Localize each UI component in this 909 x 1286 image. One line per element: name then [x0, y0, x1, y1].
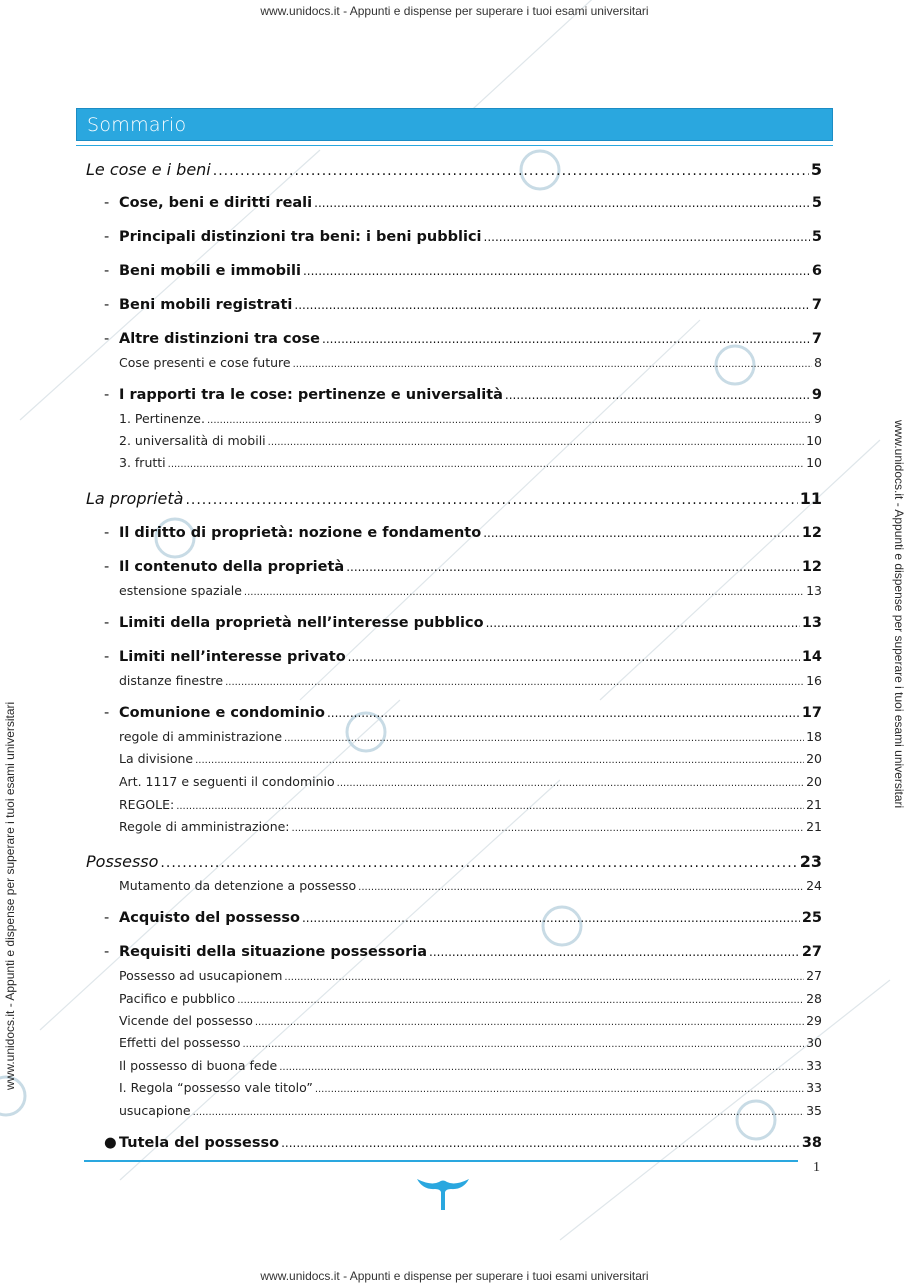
toc-entry-page: 27	[806, 968, 822, 983]
watermark-right: www.unidocs.it - Appunti e dispense per superare i tuoi esami universitari	[892, 420, 906, 809]
toc-leader-dots	[284, 733, 804, 744]
toc-entry[interactable]	[119, 455, 822, 470]
toc-entry-page: 5	[811, 195, 822, 211]
toc-leader-dots	[429, 945, 800, 959]
toc-entry-page: 27	[801, 944, 822, 960]
toc-entry-page: 13	[801, 615, 822, 631]
toc-entry[interactable]	[119, 1035, 822, 1050]
toc-entry[interactable]	[119, 1080, 822, 1095]
toc-entry[interactable]	[119, 433, 822, 448]
page-number: 1	[813, 1160, 820, 1175]
toc-entry-label: Il possesso di buona fede	[119, 1058, 278, 1073]
toc-entry-page: 28	[806, 991, 822, 1006]
toc-entry-page: 30	[806, 1035, 822, 1050]
toc-bullet: -	[104, 229, 110, 245]
toc-entry-label: Limiti della proprietà nell’interesse pubblico	[119, 615, 484, 631]
toc-entry-page: 20	[806, 751, 822, 766]
toc-entry-label: Principali distinzioni tra beni: i beni pubblici	[119, 229, 482, 245]
toc-leader-dots	[505, 388, 810, 402]
toc-entry-label: Pacifico e pubblico	[119, 991, 236, 1006]
toc-entry-label: estensione spaziale	[119, 583, 242, 598]
toc-entry[interactable]	[119, 1103, 822, 1118]
toc-entry-label: Il diritto di proprietà: nozione e fondamento	[119, 525, 482, 541]
toc-leader-dots	[358, 882, 804, 893]
toc-entry[interactable]	[104, 297, 822, 313]
toc-entry[interactable]	[119, 729, 822, 744]
toc-entry-page: 18	[806, 729, 822, 744]
toc-entry[interactable]	[119, 878, 822, 893]
toc-entry[interactable]	[104, 195, 822, 211]
toc-entry-label: Vicende del possesso	[119, 1013, 253, 1028]
toc-leader-dots	[193, 1107, 805, 1118]
page-title: Sommario	[87, 114, 187, 136]
toc-entry-page: 12	[801, 559, 822, 575]
toc-leader-dots	[346, 560, 800, 574]
toc-leader-dots	[176, 801, 804, 812]
watermark-bottom: www.unidocs.it - Appunti e dispense per superare i tuoi esami universitari	[260, 1269, 649, 1283]
toc-entry-label: La divisione	[119, 751, 194, 766]
toc-entry-page: 14	[801, 649, 822, 665]
toc-leader-dots	[322, 332, 810, 346]
toc-entry[interactable]	[104, 705, 822, 721]
toc-entry-label: distanze finestre	[119, 673, 224, 688]
toc-leader-dots	[195, 755, 804, 766]
toc-entry[interactable]	[119, 583, 822, 598]
header-divider	[76, 145, 833, 146]
toc-entry[interactable]	[119, 1058, 822, 1073]
toc-entry-page: 11	[799, 489, 822, 508]
toc-leader-dots	[302, 911, 800, 925]
toc-entry[interactable]	[119, 968, 822, 983]
toc-entry[interactable]	[86, 489, 822, 508]
toc-entry-page: 16	[806, 673, 822, 688]
toc-leader-dots	[484, 230, 810, 244]
unidocs-logo-icon	[415, 1176, 471, 1212]
toc-leader-dots	[207, 415, 812, 426]
toc-entry-page: 7	[811, 297, 822, 313]
toc-leader-dots	[337, 778, 804, 789]
toc-entry-label: Effetti del possesso	[119, 1035, 241, 1050]
toc-leader-dots	[168, 459, 804, 470]
toc-leader-dots	[255, 1017, 804, 1028]
toc-entry-label: Acquisto del possesso	[119, 910, 300, 926]
toc-entry[interactable]	[104, 263, 822, 279]
toc-entry-page: 5	[811, 229, 822, 245]
toc-entry[interactable]	[119, 797, 822, 812]
toc-entry-page: 35	[806, 1103, 822, 1118]
toc-entry-page: 23	[799, 852, 822, 871]
toc-leader-dots	[243, 1039, 805, 1050]
toc-entry[interactable]	[104, 559, 822, 575]
toc-entry-page: 21	[806, 797, 822, 812]
toc-entry[interactable]	[104, 615, 822, 631]
toc-leader-dots	[292, 823, 805, 834]
toc-entry-page: 6	[811, 263, 822, 279]
toc-bullet: -	[104, 649, 110, 665]
toc-entry-page: 38	[801, 1135, 822, 1151]
toc-leader-dots	[244, 587, 804, 598]
toc-entry-label: 2. universalità di mobili	[119, 433, 266, 448]
toc-entry[interactable]	[104, 910, 822, 926]
watermark-left: www.unidocs.it - Appunti e dispense per superare i tuoi esami universitari	[3, 701, 17, 1090]
toc-leader-dots	[315, 1084, 804, 1095]
toc-entry-label: Regole di amministrazione:	[119, 819, 290, 834]
toc-entry-label: La proprietà	[86, 489, 184, 508]
toc-entry-label: regole di amministrazione	[119, 729, 283, 744]
toc-entry-page: 29	[806, 1013, 822, 1028]
toc-bullet: ●	[104, 1135, 117, 1151]
toc-bullet: -	[104, 944, 110, 960]
toc-entry[interactable]	[119, 355, 822, 370]
toc-entry[interactable]	[119, 774, 822, 789]
toc-entry[interactable]	[119, 751, 822, 766]
toc-entry[interactable]	[119, 673, 822, 688]
toc-entry-label: Limiti nell’interesse privato	[119, 649, 346, 665]
toc-entry[interactable]	[104, 525, 822, 541]
toc-entry-label: Comunione e condominio	[119, 705, 325, 721]
toc-entry-label: Altre distinzioni tra cose	[119, 331, 321, 347]
toc-entry-page: 12	[801, 525, 822, 541]
toc-entry-label: Possesso ad usucapionem	[119, 968, 283, 983]
toc-bullet: -	[104, 331, 110, 347]
toc-bullet: -	[104, 615, 110, 631]
toc-leader-dots	[483, 526, 800, 540]
toc-entry-page: 24	[806, 878, 822, 893]
toc-entry-label: Beni mobili registrati	[119, 297, 293, 313]
toc-entry-page: 9	[811, 387, 822, 403]
toc-entry-label: 3. frutti	[119, 455, 166, 470]
toc-entry-label: Il contenuto della proprietà	[119, 559, 345, 575]
toc-entry-page: 20	[806, 774, 822, 789]
toc-entry[interactable]	[119, 991, 822, 1006]
toc-leader-dots	[185, 492, 797, 508]
toc-leader-dots	[237, 995, 804, 1006]
toc-entry-label: Possesso	[86, 852, 159, 871]
toc-bullet: -	[104, 263, 110, 279]
toc-entry-label: Cose presenti e cose future	[119, 355, 291, 370]
toc-bullet: -	[104, 195, 110, 211]
toc-entry-label: REGOLE:	[119, 797, 175, 812]
toc-entry-page: 17	[801, 705, 822, 721]
footer-divider	[84, 1160, 798, 1162]
toc-leader-dots	[293, 359, 812, 370]
toc-leader-dots	[294, 298, 810, 312]
toc-bullet: -	[104, 559, 110, 575]
toc-leader-dots	[279, 1062, 804, 1073]
toc-bullet: -	[104, 910, 110, 926]
toc-entry[interactable]	[119, 1013, 822, 1028]
toc-entry[interactable]	[119, 819, 822, 834]
toc-entry[interactable]	[104, 1135, 822, 1151]
toc-entry-page: 7	[811, 331, 822, 347]
toc-entry[interactable]	[104, 387, 822, 403]
toc-entry-label: Tutela del possesso	[119, 1135, 280, 1151]
toc-bullet: -	[104, 525, 110, 541]
toc-entry-label: I rapporti tra le cose: pertinenze e universalità	[119, 387, 503, 403]
toc-entry[interactable]	[104, 649, 822, 665]
toc-entry-page: 10	[806, 455, 822, 470]
toc-leader-dots	[314, 196, 810, 210]
toc-leader-dots	[281, 1136, 800, 1150]
toc-entry-page: 33	[806, 1080, 822, 1095]
toc-entry[interactable]	[104, 331, 822, 347]
toc-entry-label: 1. Pertinenze.	[119, 411, 205, 426]
toc-entry-label: usucapione	[119, 1103, 191, 1118]
toc-bullet: -	[104, 297, 110, 313]
toc-bullet: -	[104, 705, 110, 721]
toc-entry-label: Le cose e i beni	[86, 160, 211, 179]
toc-entry-page: 33	[806, 1058, 822, 1073]
toc-entry-page: 13	[806, 583, 822, 598]
toc-leader-dots	[213, 163, 809, 179]
toc-entry-label: Beni mobili e immobili	[119, 263, 301, 279]
toc-leader-dots	[327, 706, 800, 720]
toc-bullet: -	[104, 387, 110, 403]
toc-entry-page: 21	[806, 819, 822, 834]
toc-entry[interactable]	[86, 160, 822, 179]
toc-entry-page: 10	[806, 433, 822, 448]
toc-entry[interactable]	[104, 944, 822, 960]
toc-entry-page: 8	[814, 355, 822, 370]
toc-leader-dots	[284, 972, 804, 983]
toc-leader-dots	[486, 616, 800, 630]
toc-entry-label: Mutamento da detenzione a possesso	[119, 878, 357, 893]
toc-entry[interactable]	[104, 229, 822, 245]
toc-entry-page: 5	[810, 160, 822, 179]
toc-entry-page: 9	[814, 411, 822, 426]
toc-entry[interactable]	[86, 852, 822, 871]
toc-entry-label: Requisiti della situazione possessoria	[119, 944, 427, 960]
toc-entry-label: I. Regola “possesso vale titolo”	[119, 1080, 313, 1095]
toc-entry[interactable]	[119, 411, 822, 426]
watermark-top: www.unidocs.it - Appunti e dispense per superare i tuoi esami universitari	[260, 4, 649, 18]
summary-header	[76, 108, 833, 141]
toc-leader-dots	[268, 437, 804, 448]
toc-entry-label: Cose, beni e diritti reali	[119, 195, 313, 211]
toc-leader-dots	[348, 650, 800, 664]
toc-leader-dots	[303, 264, 810, 278]
toc-entry-page: 25	[801, 910, 822, 926]
toc-leader-dots	[225, 677, 804, 688]
toc-leader-dots	[160, 855, 797, 871]
toc-entry-label: Art. 1117 e seguenti il condominio	[119, 774, 335, 789]
